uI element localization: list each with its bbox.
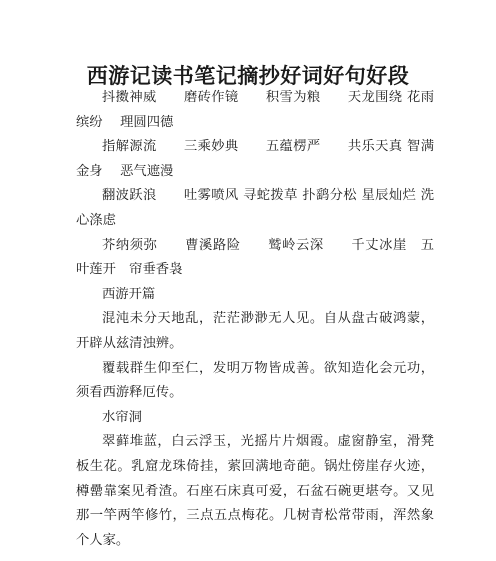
section-heading-opening: 西游开篇 xyxy=(102,286,156,302)
idiom-paragraph-3: 翻波跃浪 吐雾喷风 寻蛇拨草 扑鹞分松 星辰灿烂 洗心涤虑 xyxy=(76,188,434,228)
description-paragraph: 翠藓堆蓝，白云浮玉，光摇片片烟霞。虚窗静室，滑凳板生花。乳窟龙珠倚挂，萦回满地奇葩。锅灶傍崖存火迹，樽罍靠案见肴渣。石座石床真可爱，石盆石碗更堪夸。又见那一竿两竿修竹，三点五点梅花。几树青松常带雨，浑然象个人家。 xyxy=(76,434,434,548)
idiom-paragraph-2: 指解源流 三乘妙典 五蕴楞严 共乐天真 智满金身 恶气遮漫 xyxy=(76,139,434,179)
document-body xyxy=(76,86,434,553)
poem-paragraph-1: 混沌未分天地乱，茫茫渺渺无人见。自从盘古破鸿蒙，开辟从兹清浊辨。 xyxy=(76,311,434,351)
idiom-paragraph-1: 抖擞神威 磨砖作镜 积雪为粮 天龙围绕 花雨缤纷 理圆四德 xyxy=(76,90,434,130)
idiom-paragraph-4: 芥纳须弥 曹溪路险 鹫岭云深 千丈冰崖 五叶莲开 帘垂香袅 xyxy=(76,237,434,278)
section-heading-water-curtain-cave: 水帘洞 xyxy=(102,409,142,425)
poem-paragraph-2: 覆载群生仰至仁，发明万物皆成善。欲知造化会元功，须看西游释厄传。 xyxy=(76,360,434,401)
document-title: 西游记读书笔记摘抄好词好句好段 xyxy=(86,63,410,88)
